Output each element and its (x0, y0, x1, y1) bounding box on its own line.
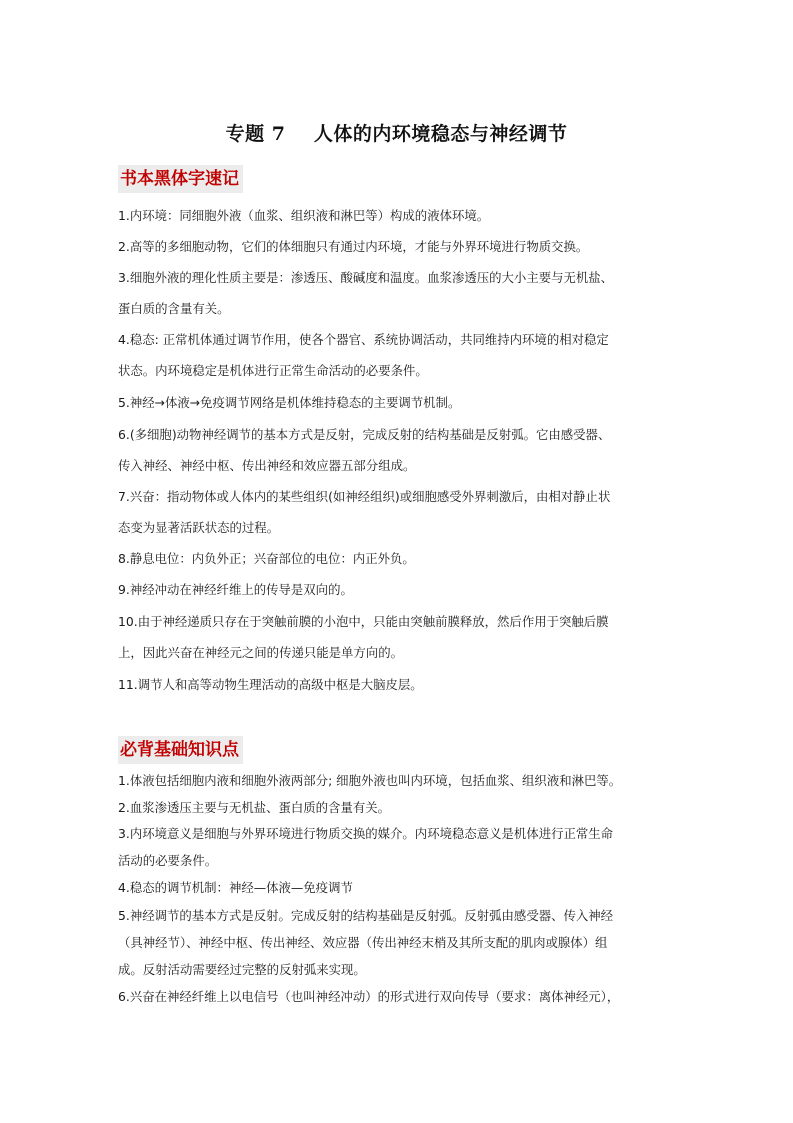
text-line: 6.兴奋在神经纤维上以电信号（也叫神经冲动）的形式进行双向传导（要求：离体神经元）， (118, 989, 620, 1004)
section-heading-bold-notes: 书本黑体字速记 (118, 165, 243, 193)
section-heading-basic-knowledge: 必背基础知识点 (118, 736, 243, 764)
text-line: 上，因此兴奋在神经元之间的传递只能是单方向的。 (118, 645, 403, 660)
text-line: 蛋白质的含量有关。 (118, 301, 230, 316)
text-line: 5.神经调节的基本方式是反射。完成反射的结构基础是反射弧。反射弧由感受器、传入神经 (118, 908, 614, 923)
text-line: 6.(多细胞)动物神经调节的基本方式是反射，完成反射的结构基础是反射弧。它由感受器、 (118, 427, 611, 442)
text-line: 11.调节人和高等动物生理活动的高级中枢是大脑皮层。 (118, 677, 423, 692)
text-line: 3.细胞外液的理化性质主要是：渗透压、酸碱度和温度。血浆渗透压的大小主要与无机盐、 (118, 270, 614, 285)
text-line: 2.高等的多细胞动物，它们的体细胞只有通过内环境，才能与外界环境进行物质交换。 (118, 239, 589, 254)
text-line: 7.兴奋：指动物体或人体内的某些组织(如神经组织)或细胞感受外界刺激后，由相对静止状 (118, 489, 611, 504)
text-line: （具神经节）、神经中枢、传出神经、效应器（传出神经末梢及其所支配的肌肉或腺体）组 (118, 935, 608, 950)
text-line: 4.稳态: 正常机体通过调节作用，使各个器官、系统协调活动，共同维持内环境的相对稳定 (118, 332, 609, 347)
text-line: 9.神经冲动在神经纤维上的传导是双向的。 (118, 582, 353, 597)
text-line: 3.内环境意义是细胞与外界环境进行物质交换的媒介。内环境稳态意义是机体进行正常生命 (118, 826, 614, 841)
document-title: 专题 7 人体的内环境稳态与神经调节 (225, 123, 568, 145)
text-line: 状态。内环境稳定是机体进行正常生命活动的必要条件。 (118, 363, 428, 378)
text-line: 成。反射活动需要经过完整的反射弧来实现。 (118, 962, 366, 977)
text-line: 活动的必要条件。 (118, 853, 218, 868)
text-line: 1.体液包括细胞内液和细胞外液两部分; 细胞外液也叫内环境，包括血浆、组织液和淋巴等。 (118, 773, 622, 788)
text-line: 态变为显著活跃状态的过程。 (118, 520, 280, 535)
text-line: 1.内环境：同细胞外液（血浆、组织液和淋巴等）构成的液体环境。 (118, 208, 490, 223)
text-line: 10.由于神经递质只存在于突触前膜的小泡中，只能由突触前膜释放，然后作用于突触后膜 (118, 614, 609, 629)
text-line: 8.静息电位：内负外正；兴奋部位的电位：内正外负。 (118, 551, 415, 566)
text-line: 4.稳态的调节机制：神经—体液—免疫调节 (118, 880, 353, 895)
text-line: 5.神经→体液→免疫调节网络是机体维持稳态的主要调节机制。 (118, 395, 461, 410)
text-line: 传入神经、神经中枢、传出神经和效应器五部分组成。 (118, 458, 416, 473)
text-line: 2.血浆渗透压主要与无机盐、蛋白质的含量有关。 (118, 800, 391, 815)
